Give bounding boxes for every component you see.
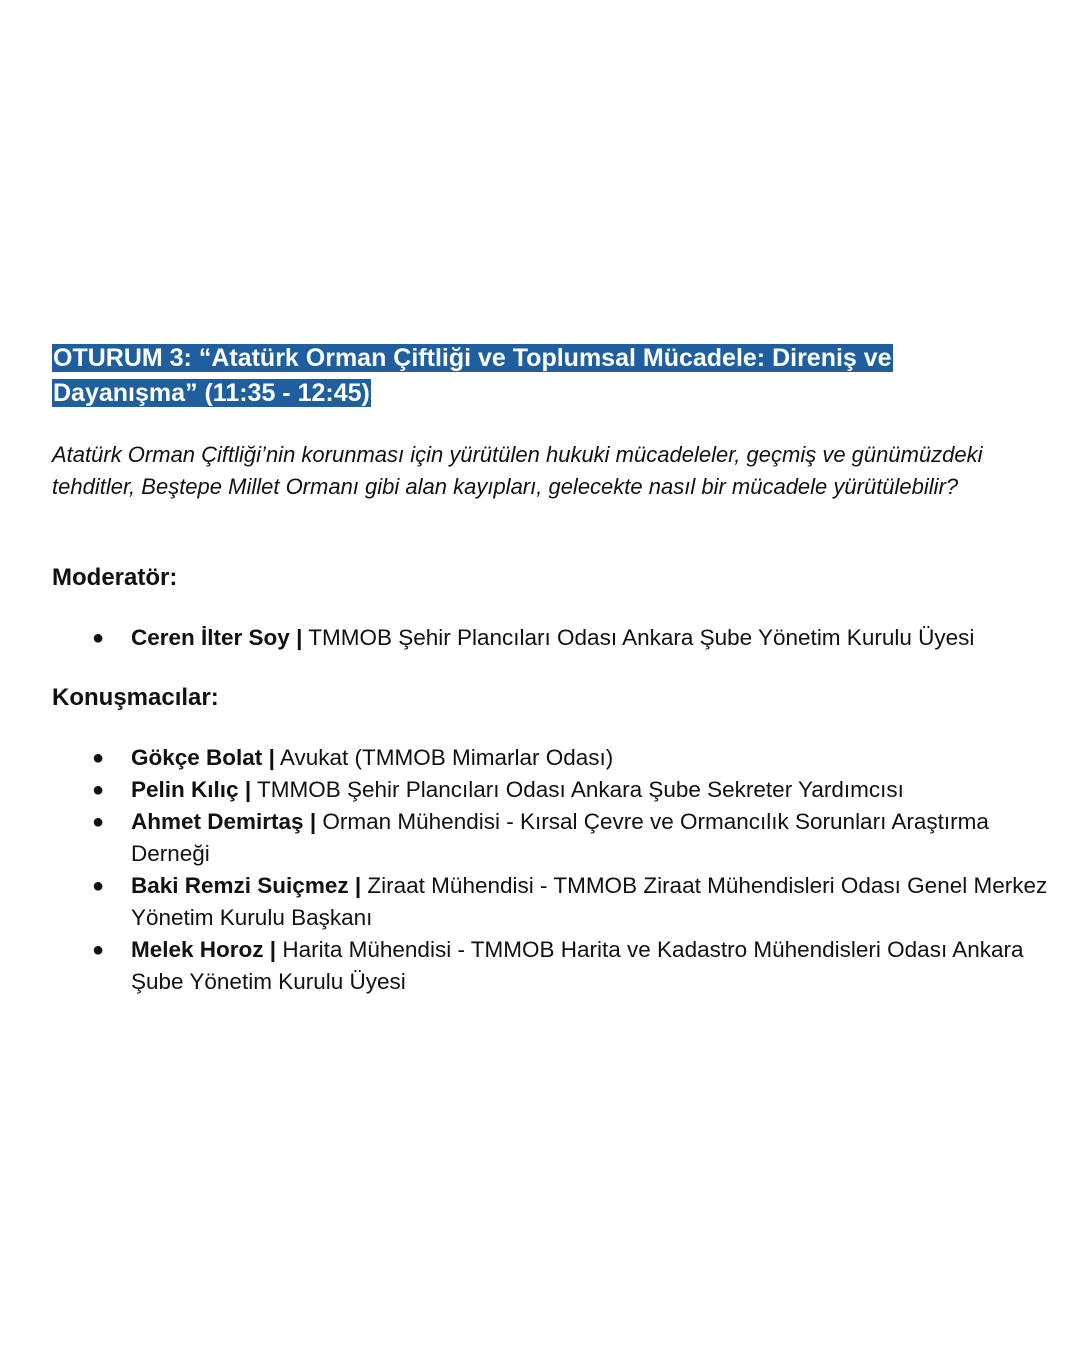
moderator-name: Ceren İlter Soy bbox=[131, 625, 290, 650]
moderator-role: TMMOB Şehir Plancıları Odası Ankara Şube Yönetim Kurulu Üyesi bbox=[308, 625, 975, 650]
name-role-separator: | bbox=[244, 777, 252, 802]
name-role-separator: | bbox=[296, 625, 303, 650]
speaker-role: Avukat (TMMOB Mimarlar Odası) bbox=[279, 745, 614, 770]
speaker-list-item bbox=[52, 774, 1052, 806]
speaker-list-item bbox=[52, 934, 1052, 998]
bullet-icon: ● bbox=[92, 779, 105, 801]
session-description: Atatürk Orman Çiftliği’nin korunması için yürütülen hukuki mücadeleler, geçmiş ve günümüzdeki tehditler, Beştepe Millet Ormanı gibi alan kayıpları, gelecekte nasıl bir mücadele yürütülebilir? bbox=[52, 442, 983, 499]
bullet-icon: ● bbox=[92, 939, 105, 961]
speaker-name: Ahmet Demirtaş bbox=[131, 809, 304, 834]
speaker-list bbox=[52, 742, 1052, 998]
speaker-list-item bbox=[52, 742, 1052, 774]
speaker-list-item bbox=[52, 806, 1052, 870]
speaker-role: TMMOB Şehir Plancıları Odası Ankara Şube Sekreter Yardımcısı bbox=[256, 777, 904, 802]
name-role-separator: | bbox=[354, 873, 362, 898]
name-role-separator: | bbox=[269, 937, 277, 962]
speakers-heading: Konuşmacılar: bbox=[52, 684, 219, 711]
name-role-separator: | bbox=[268, 745, 275, 770]
speaker-role: Ziraat Mühendisi - TMMOB Ziraat Mühendisleri Odası Genel Merkez Yönetim Kurulu Başkanı bbox=[131, 873, 1048, 930]
speaker-role: Orman Mühendisi - Kırsal Çevre ve Ormancılık Sorunları Araştırma Derneği bbox=[131, 809, 989, 866]
speaker-role: Harita Mühendisi - TMMOB Harita ve Kadastro Mühendisleri Odası Ankara Şube Yönetim Kurulu Üyesi bbox=[131, 937, 1024, 994]
speaker-list-item bbox=[52, 870, 1052, 934]
speaker-name: Gökçe Bolat bbox=[131, 745, 263, 770]
moderator-list bbox=[52, 622, 1052, 654]
moderator-list-item bbox=[52, 622, 1052, 654]
moderator-heading: Moderatör: bbox=[52, 564, 178, 591]
bullet-icon: ● bbox=[92, 627, 105, 649]
speaker-name: Pelin Kılıç bbox=[131, 777, 239, 802]
speaker-name: Baki Remzi Suiçmez bbox=[131, 873, 349, 898]
speaker-name: Melek Horoz bbox=[131, 937, 264, 962]
session-title-highlight: OTURUM 3: “Atatürk Orman Çiftliği ve Toplumsal Mücadele: Direniş ve Dayanışma” (11:35 - 12:45) bbox=[53, 344, 892, 407]
bullet-icon: ● bbox=[92, 811, 105, 833]
bullet-icon: ● bbox=[92, 875, 105, 897]
bullet-icon: ● bbox=[92, 747, 105, 769]
session-title bbox=[52, 341, 992, 411]
name-role-separator: | bbox=[309, 809, 317, 834]
